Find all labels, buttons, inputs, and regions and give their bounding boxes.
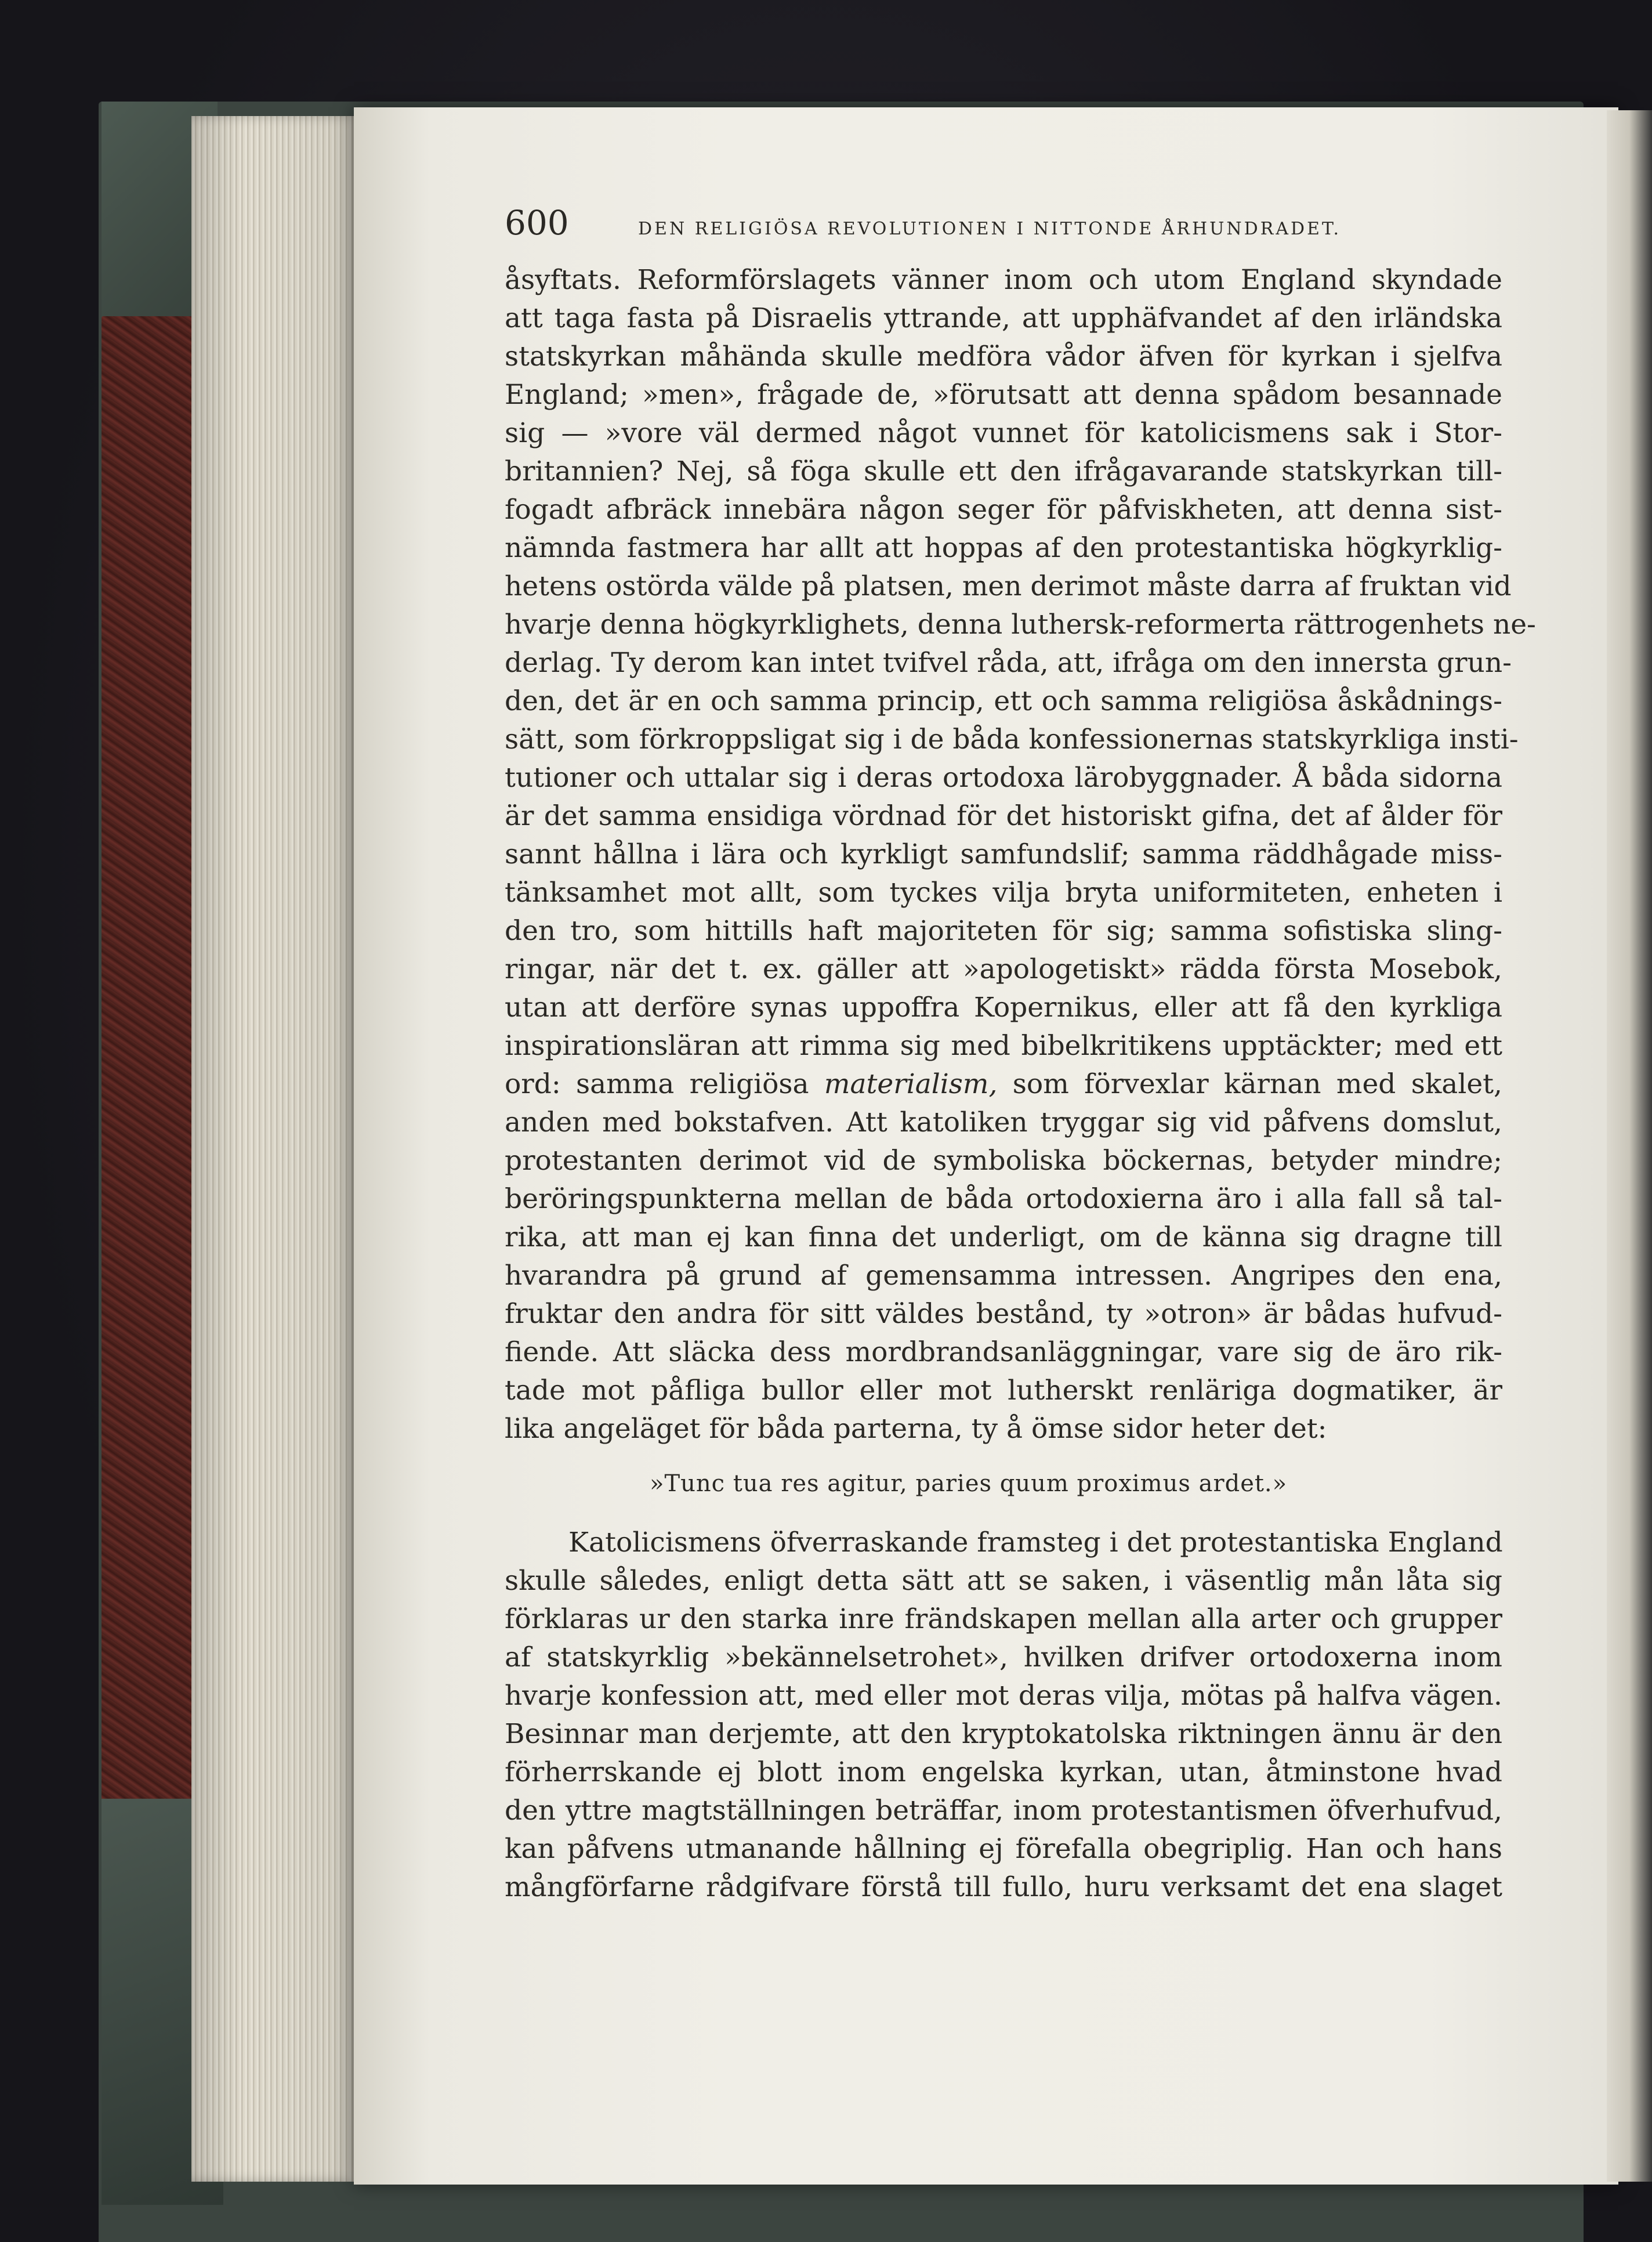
text-line: att taga fasta på Disraelis yttrande, att upphäfvandet af den irländska <box>505 302 1502 334</box>
paragraph-1 <box>505 261 1536 1448</box>
text-line: mångförfarne rådgifvare förstå till fullo, huru verksamt det ena slaget <box>505 1871 1502 1903</box>
text-line-with-italic <box>505 1065 1502 1104</box>
text-line: rika, att man ej kan finna det underligt, om de känna sig dragne till <box>505 1221 1502 1253</box>
italic-word: materialism, <box>824 1068 998 1100</box>
text-line: åsyftats. Reformförslagets vänner inom och utom England skyndade <box>505 264 1502 296</box>
text-fragment: som förvexlar kärnan med skalet, <box>997 1068 1502 1100</box>
page-text <box>505 203 1536 1907</box>
text-line: tade mot påfliga bullor eller mot lutherskt renläriga dogmatiker, är <box>505 1375 1502 1406</box>
text-line: britannien? Nej, så föga skulle ett den ifrågavarande statskyrkan till- <box>505 455 1502 487</box>
text-line: sannt hållna i lära och kyrkligt samfundslif; samma räddhågade miss- <box>505 838 1502 870</box>
text-line: skulle således, enligt detta sätt att se saken, i väsentlig mån låta sig <box>505 1565 1502 1597</box>
text-line: nämnda fastmera har allt att hoppas af den protestantiska högkyrklig- <box>505 532 1502 564</box>
text-line: den tro, som hittills haft majoriteten för sig; samma sofistiska sling- <box>505 915 1502 947</box>
text-line: Katolicismens öfverraskande framsteg i det protestantiska England <box>568 1527 1503 1558</box>
text-line: protestanten derimot vid de symboliska böckernas, betyder mindre; <box>505 1145 1502 1177</box>
text-line: utan att derföre synas uppoffra Kopernikus, eller att få den kyrkliga <box>505 992 1502 1024</box>
text-line: är det samma ensidiga vördnad för det historiskt gifna, det af ålder för <box>505 800 1502 832</box>
page-edge-shadow <box>191 116 365 2182</box>
text-line: sig — »vore väl dermed något vunnet för katolicismens sak i Stor- <box>505 417 1502 449</box>
text-line: anden med bokstafven. Att katoliken tryggar sig vid påfvens domslut, <box>505 1106 1502 1138</box>
text-line: ringar, när det t. ex. gäller att »apologetiskt» rädda första Mosebok, <box>505 953 1502 985</box>
text-line: hvarandra på grund af gemensamma intressen. Angripes den ena, <box>505 1260 1502 1292</box>
page-number: 600 <box>505 203 569 243</box>
text-line: hvarje konfession att, med eller mot deras vilja, mötas på halfva vägen. <box>505 1680 1502 1712</box>
text-line: tänksamhet mot allt, som tyckes vilja bryta uniformiteten, enheten i <box>505 877 1502 909</box>
text-line: den, det är en och samma princip, ett och samma religiösa åskådnings- <box>505 685 1502 717</box>
text-line: hvarje denna högkyrklighets, denna luthersk-reformerta rättrogenhets ne- <box>505 609 1536 641</box>
text-line: tutioner och uttalar sig i deras ortodoxa lärobyggnader. Å båda sidorna <box>505 762 1502 794</box>
text-line: förklaras ur den starka inre frändskapen mellan alla arter och grupper <box>505 1603 1502 1635</box>
latin-quote: »Tunc tua res agitur, paries quum proximus ardet.» <box>650 1470 1288 1497</box>
text-line: kan påfvens utmanande hållning ej förefalla obegriplig. Han och hans <box>505 1833 1502 1865</box>
page-header <box>505 203 1502 261</box>
text-line: förherrskande ej blott inom engelska kyrkan, utan, åtminstone hvad <box>505 1756 1502 1788</box>
running-head: DEN RELIGIÖSA REVOLUTIONEN I NITTONDE ÅRHUNDRADET. <box>638 219 1342 239</box>
text-line: fiende. Att släcka dess mordbrandsanläggningar, vare sig de äro rik- <box>505 1336 1502 1368</box>
text-line: derlag. Ty derom kan intet tvifvel råda, att, ifråga om den innersta grun- <box>505 647 1512 679</box>
text-line: inspirationsläran att rimma sig med bibelkritikens upptäckter; med ett <box>505 1030 1502 1062</box>
text-line: beröringspunkterna mellan de båda ortodoxierna äro i alla fall så tal- <box>505 1183 1502 1215</box>
text-line: hetens ostörda välde på platsen, men derimot måste darra af fruktan vid <box>505 570 1512 602</box>
text-line: fruktar den andra för sitt väldes bestånd, ty »otron» är bådas hufvud- <box>505 1298 1502 1330</box>
text-line: af statskyrklig »bekännelsetrohet», hvilken drifver ortodoxerna inom <box>505 1641 1502 1673</box>
text-line: lika angeläget för båda parterna, ty å ömse sidor heter det: <box>505 1413 1327 1445</box>
paragraph-2 <box>505 1524 1502 1907</box>
text-fragment: ord: samma religiösa <box>505 1068 824 1100</box>
text-line: statskyrkan måhända skulle medföra vådor äfven för kyrkan i sjelfva <box>505 341 1502 373</box>
text-line: fogadt afbräck innebära någon seger för påfviskheten, att denna sist- <box>505 494 1502 526</box>
text-line: sätt, som förkroppsligat sig i de båda konfessionernas statskyrkliga insti- <box>505 724 1519 755</box>
page-right-edge <box>1607 110 1652 2182</box>
text-line: England; »men», frågade de, »förutsatt att denna spådom besannade <box>505 379 1502 411</box>
text-line: Besinnar man derjemte, att den kryptokatolska riktningen ännu är den <box>505 1718 1502 1750</box>
text-line: den yttre magtställningen beträffar, inom protestantismen öfverhufvud, <box>505 1795 1502 1827</box>
